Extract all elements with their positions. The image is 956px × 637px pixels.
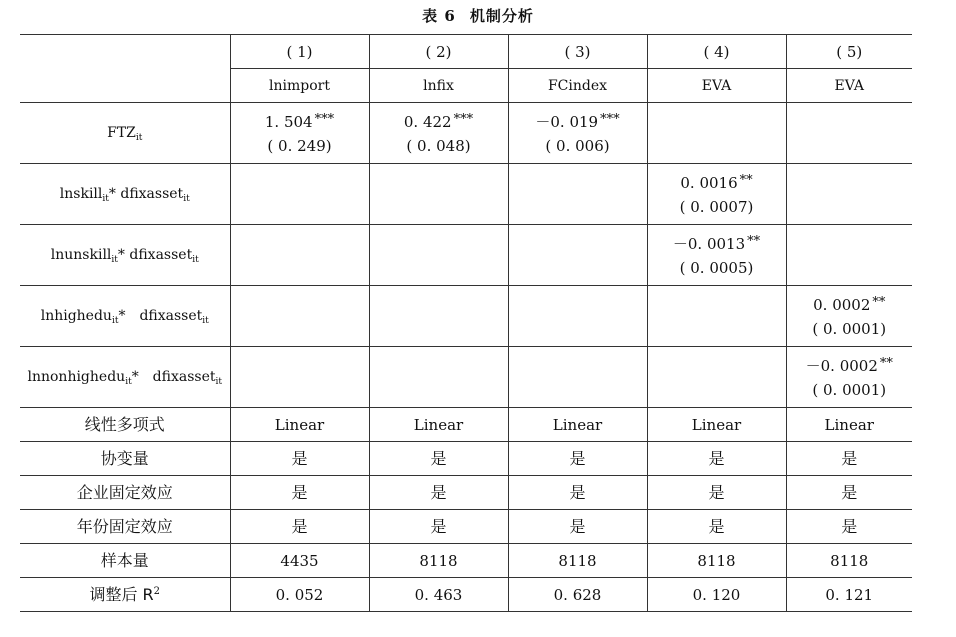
r2-value: 0. 052 xyxy=(230,578,369,612)
column-number: ( 4) xyxy=(647,35,786,69)
coefficient-value: 0. 0016 xyxy=(680,174,738,192)
interaction-subscript: it xyxy=(192,255,199,265)
significance-stars: ** xyxy=(747,234,761,249)
specification-row xyxy=(20,544,912,578)
specification-value: 是 xyxy=(647,442,786,476)
coefficient-line xyxy=(511,108,645,134)
row-label xyxy=(20,164,230,225)
standard-error: ( 0. 048) xyxy=(406,137,471,155)
row-label xyxy=(20,225,230,286)
coefficient-cell xyxy=(230,164,369,225)
row-label: 协变量 xyxy=(20,442,230,476)
coefficient-rows xyxy=(20,103,912,408)
variable-name: lnhighedu xyxy=(40,308,112,324)
specification-value: 是 xyxy=(647,510,786,544)
column-number-row xyxy=(20,35,912,69)
coefficient-cell xyxy=(508,286,647,347)
specification-row xyxy=(20,476,912,510)
adjusted-r2-row xyxy=(20,578,912,612)
coefficient-value: －0. 019 xyxy=(535,113,599,131)
standard-error: ( 0. 249) xyxy=(267,137,332,155)
coefficient-value: －0. 0013 xyxy=(672,235,746,253)
coefficient-value: 0. 422 xyxy=(403,113,452,131)
specification-value: 是 xyxy=(230,442,369,476)
specification-row xyxy=(20,408,912,442)
row-label: 样本量 xyxy=(20,544,230,578)
coefficient-cell xyxy=(647,103,786,164)
variable-name: FTZ xyxy=(107,125,136,141)
specification-row xyxy=(20,442,912,476)
r2-value: 0. 121 xyxy=(786,578,912,612)
coefficient-cell xyxy=(786,286,912,347)
coefficient-cell xyxy=(369,286,508,347)
table-title: 机制分析 xyxy=(469,7,534,25)
coefficient-value: 0. 0002 xyxy=(813,296,871,314)
mechanism-analysis-table xyxy=(20,34,912,612)
significance-stars: ** xyxy=(879,356,893,371)
specification-rows xyxy=(20,408,912,578)
specification-value: 是 xyxy=(786,442,912,476)
specification-value: 是 xyxy=(786,510,912,544)
coefficient-cell xyxy=(508,347,647,408)
variable-row xyxy=(20,286,912,347)
standard-error: ( 0. 0007) xyxy=(679,198,754,216)
column-number: ( 1) xyxy=(230,35,369,69)
header-stub xyxy=(20,35,230,103)
coefficient-cell xyxy=(230,225,369,286)
coefficient-cell xyxy=(230,286,369,347)
specification-value: 8118 xyxy=(786,544,912,578)
row-label xyxy=(20,347,230,408)
specification-value: Linear xyxy=(647,408,786,442)
variable-row xyxy=(20,103,912,164)
interaction-term: * dfixasset xyxy=(117,247,193,263)
specification-value: 是 xyxy=(786,476,912,510)
coefficient-cell xyxy=(230,347,369,408)
specification-value: 8118 xyxy=(647,544,786,578)
variable-subscript: it xyxy=(125,377,132,387)
variable-row xyxy=(20,225,912,286)
r2-value: 0. 628 xyxy=(508,578,647,612)
row-label: 企业固定效应 xyxy=(20,476,230,510)
coefficient-cell xyxy=(230,103,369,164)
variable-name: lnskill xyxy=(59,186,103,202)
standard-error: ( 0. 0001) xyxy=(812,320,887,338)
coefficient-line xyxy=(372,108,506,134)
coefficient-cell xyxy=(369,103,508,164)
coefficient-cell xyxy=(508,103,647,164)
coefficient-cell xyxy=(786,347,912,408)
table-number: 表 6 xyxy=(422,7,456,25)
variable-row xyxy=(20,347,912,408)
variable-subscript: it xyxy=(111,316,119,326)
specification-value: 是 xyxy=(508,510,647,544)
standard-error: ( 0. 0001) xyxy=(812,381,887,399)
coefficient-cell xyxy=(508,164,647,225)
dependent-variable: EVA xyxy=(786,69,912,103)
interaction-subscript: it xyxy=(202,316,209,326)
row-label xyxy=(20,103,230,164)
coefficient-cell xyxy=(369,347,508,408)
column-number: ( 5) xyxy=(786,35,912,69)
specification-value: Linear xyxy=(230,408,369,442)
variable-name: lnunskill xyxy=(50,247,112,263)
interaction-term: * dfixasset xyxy=(108,186,184,202)
specification-value: 是 xyxy=(508,476,647,510)
specification-value: 8118 xyxy=(369,544,508,578)
standard-error: ( 0. 006) xyxy=(545,137,610,155)
row-label: 线性多项式 xyxy=(20,408,230,442)
specification-value: 是 xyxy=(369,442,508,476)
standard-error: ( 0. 0005) xyxy=(679,259,754,277)
interaction-subscript: it xyxy=(183,194,190,204)
coefficient-cell xyxy=(786,103,912,164)
interaction-term: * dfixasset xyxy=(118,308,203,324)
coefficient-line xyxy=(233,108,367,134)
variable-subscript: it xyxy=(111,255,118,265)
specification-value: 是 xyxy=(230,476,369,510)
variable-name: lnnonhighedu xyxy=(27,369,126,385)
specification-value: Linear xyxy=(786,408,912,442)
coefficient-cell xyxy=(647,286,786,347)
coefficient-cell xyxy=(647,164,786,225)
coefficient-line xyxy=(789,291,911,317)
dependent-variable: lnfix xyxy=(369,69,508,103)
significance-stars: *** xyxy=(314,112,335,127)
dependent-variable: FCindex xyxy=(508,69,647,103)
specification-value: 是 xyxy=(647,476,786,510)
coefficient-cell xyxy=(508,225,647,286)
r2-label: 调整后 R xyxy=(89,584,154,604)
coefficient-value: 1. 504 xyxy=(264,113,313,131)
coefficient-cell xyxy=(647,347,786,408)
interaction-term: * dfixasset xyxy=(131,369,216,385)
specification-value: 是 xyxy=(508,442,647,476)
r2-value: 0. 463 xyxy=(369,578,508,612)
specification-value: 是 xyxy=(230,510,369,544)
coefficient-line xyxy=(789,352,911,378)
specification-row xyxy=(20,510,912,544)
r2-superscript: 2 xyxy=(153,585,161,597)
table-caption xyxy=(0,4,956,28)
specification-value: 是 xyxy=(369,476,508,510)
specification-value: 8118 xyxy=(508,544,647,578)
variable-subscript: it xyxy=(102,194,109,204)
coefficient-cell xyxy=(786,164,912,225)
interaction-subscript: it xyxy=(215,377,223,387)
coefficient-value: －0. 0002 xyxy=(805,357,878,375)
dependent-variable: lnimport xyxy=(230,69,369,103)
specification-value: Linear xyxy=(508,408,647,442)
coefficient-cell xyxy=(647,225,786,286)
significance-stars: *** xyxy=(453,112,474,127)
column-number: ( 3) xyxy=(508,35,647,69)
coefficient-line xyxy=(650,169,784,195)
variable-row xyxy=(20,164,912,225)
specification-value: 是 xyxy=(369,510,508,544)
significance-stars: *** xyxy=(600,112,620,127)
dependent-variable: EVA xyxy=(647,69,786,103)
variable-subscript: it xyxy=(135,133,143,143)
row-label xyxy=(20,286,230,347)
specification-value: Linear xyxy=(369,408,508,442)
significance-stars: ** xyxy=(739,173,753,188)
specification-value: 4435 xyxy=(230,544,369,578)
coefficient-cell xyxy=(369,164,508,225)
significance-stars: ** xyxy=(872,295,886,310)
r2-value: 0. 120 xyxy=(647,578,786,612)
coefficient-cell xyxy=(786,225,912,286)
column-number: ( 2) xyxy=(369,35,508,69)
row-label: 年份固定效应 xyxy=(20,510,230,544)
coefficient-cell xyxy=(369,225,508,286)
row-label xyxy=(20,578,230,612)
coefficient-line xyxy=(650,230,784,256)
